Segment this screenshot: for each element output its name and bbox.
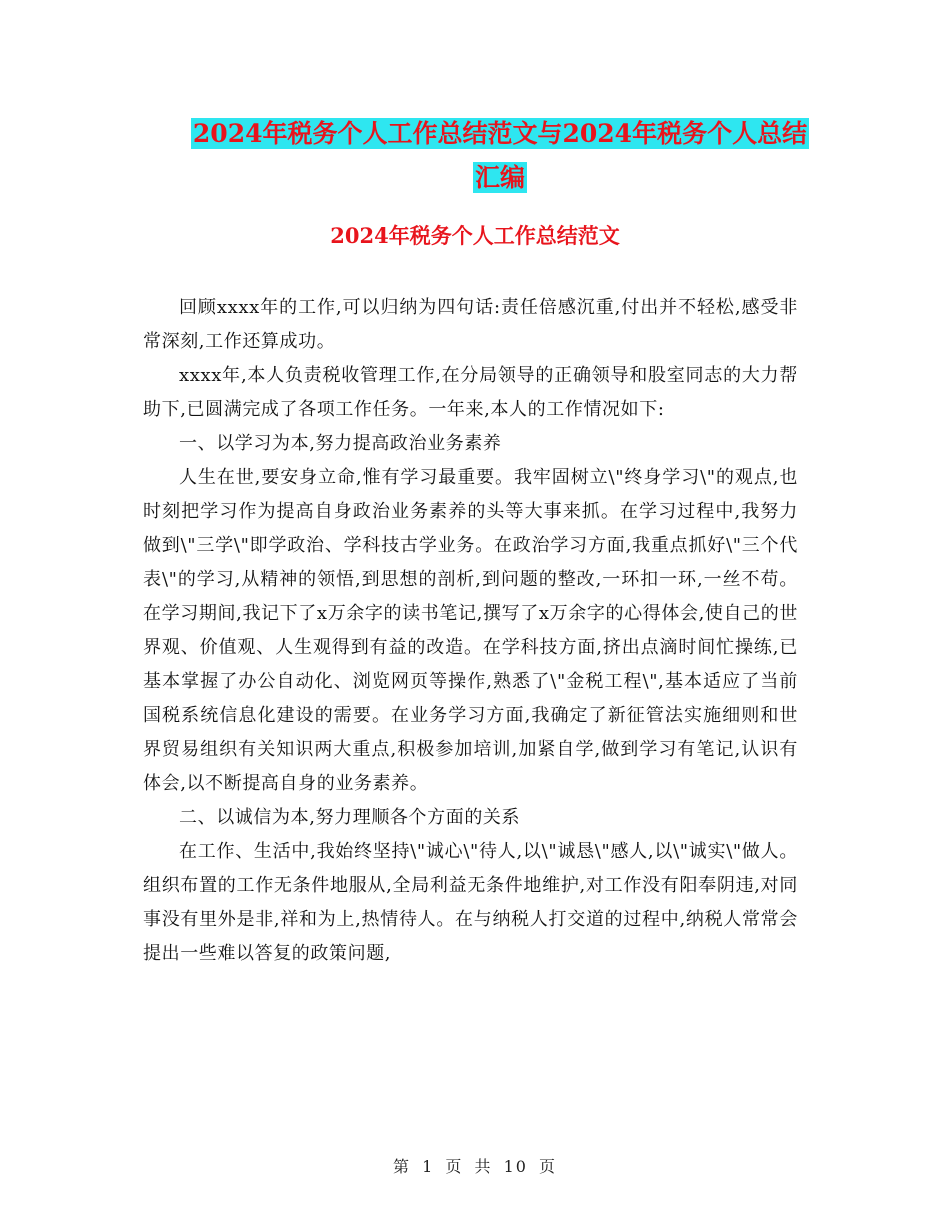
- footer-label-unit: 页: [445, 1157, 464, 1176]
- paragraph: xxxx年,本人负责税收管理工作,在分局领导的正确领导和股室同志的大力帮助下,已圆满完成了各项工作任务。一年来,本人的工作情况如下:: [143, 365, 798, 420]
- title-line-1: 2024年税务个人工作总结范文与2024年税务个人总结: [192, 119, 808, 148]
- page-footer: [0, 1154, 950, 1177]
- section-title: 2024年税务个人工作总结范文: [330, 223, 620, 248]
- paragraph: 回顾xxxx年的工作,可以归纳为四句话:责任倍感沉重,付出并不轻松,感受非常深刻,工作还算成功。: [143, 297, 798, 352]
- footer-label-unit2: 页: [539, 1157, 558, 1176]
- paragraph: 人生在世,要安身立命,惟有学习最重要。我牢固树立\"终身学习\"的观点,也时刻把学习作为提高自身政治业务素养的头等大事来抓。在学习过程中,我努力做到\"三学\"即学政治、学科技古学业务。在政治学习方面,我重点抓好\"三个代表\"的学习,从精神的领悟,到思想的剖析,到问题的整改,一环扣一环,一丝不苟。在学习期间,我记下了x万余字的读书笔记,撰写了x万余字的心得体会,使自己的世界观、价值观、人生观得到有益的改造。在学科技方面,挤出点滴时间忙操练,已基本掌握了办公自动化、浏览网页等操作,熟悉了\"金税工程\",基本适应了当前国税系统信息化建设的需要。在业务学习方面,我确定了新征管法实施细则和世界贸易组织有关知识两大重点,积极参加培训,加紧自学,做到学习有笔记,认识有体会,以不断提高自身的业务素养。: [143, 467, 798, 794]
- paragraph-heading: 一、以学习为本,努力提高政治业务素养: [179, 433, 502, 454]
- paragraph: 在工作、生活中,我始终坚持\"诚心\"待人,以\"诚恳\"感人,以\"诚实\"做人。组织布置的工作无条件地服从,全局利益无条件地维护,对工作没有阳奉阴违,对同事没有里外是非,祥和为上,热情待人。在与纳税人打交道的过程中,纳税人常常会提出一些难以答复的政策问题,: [143, 841, 798, 964]
- footer-label-page: 第: [392, 1157, 411, 1176]
- document-body: [143, 291, 798, 971]
- title-line-2: 汇编: [474, 163, 525, 192]
- footer-total-pages: 10: [503, 1157, 528, 1176]
- document-title: [150, 112, 850, 200]
- footer-current-page: 1: [422, 1157, 435, 1176]
- paragraph-heading: 二、以诚信为本,努力理顺各个方面的关系: [179, 807, 521, 828]
- footer-label-total: 共: [474, 1157, 493, 1176]
